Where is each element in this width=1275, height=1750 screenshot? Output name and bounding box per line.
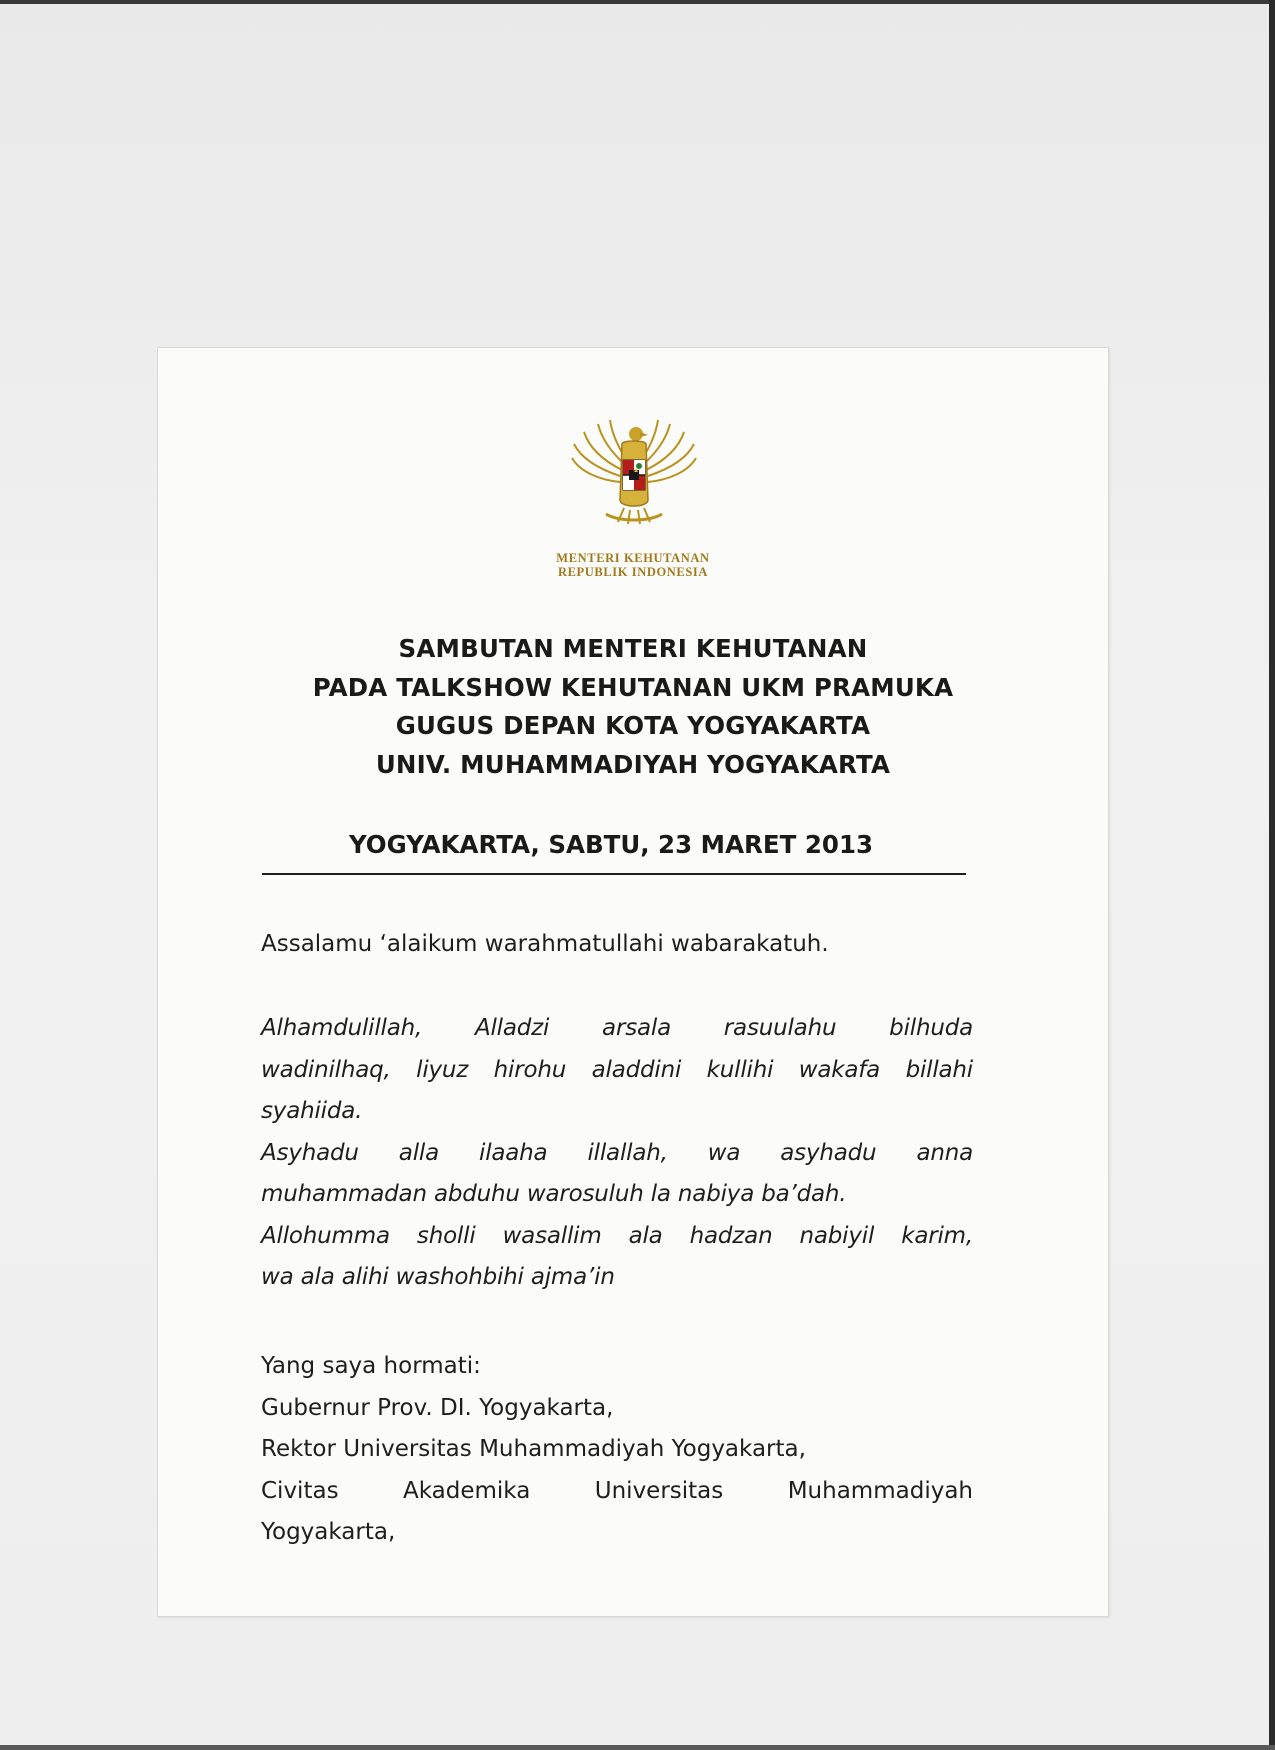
scan-bottom-edge <box>0 1745 1275 1750</box>
salutation-item-civitas-cont: Yogyakarta, <box>261 1519 396 1545</box>
salutation-list <box>261 1346 973 1554</box>
title-line-4: UNIV. MUHAMMADIYAH YOGYAKARTA <box>375 749 891 779</box>
title-line-2: PADA TALKSHOW KEHUTANAN UKM PRAMUKA <box>312 672 954 702</box>
salutation-item-rector: Rektor Universitas Muhammadiyah Yogyakarta, <box>261 1436 806 1462</box>
opening-line-3: syahiida. <box>261 1098 363 1124</box>
opening-prayer <box>261 1008 973 1299</box>
opening-line-2: wadinilhaq, liyuz hirohu aladdini kullihi wakafa billahi <box>261 1056 973 1083</box>
opening-line-6: Allohumma sholli wasallim ala hadzan nabiyil karim, <box>261 1222 973 1249</box>
speech-title <box>218 630 1048 784</box>
institution-line-2: REPUBLIK INDONESIA <box>557 565 709 579</box>
institution-line-1: MENTERI KEHUTANAN <box>556 551 710 565</box>
scan-right-edge <box>1269 0 1275 1750</box>
garuda-emblem-icon <box>566 410 702 530</box>
greeting: Assalamu ‘alaikum warahmatullahi wabarakatuh. <box>261 931 829 957</box>
title-line-1: SAMBUTAN MENTERI KEHUTANAN <box>398 634 868 663</box>
salutation-item-governor: Gubernur Prov. DI. Yogyakarta, <box>261 1394 614 1421</box>
opening-line-4: Asyhadu alla ilaaha illallah, wa asyhadu anna <box>261 1139 973 1166</box>
date-location-line: YOGYAKARTA, SABTU, 23 MARET 2013 <box>348 830 874 859</box>
opening-line-5: muhammadan abduhu warosuluh la nabiya ba’dah. <box>261 1181 847 1207</box>
salutation-intro: Yang saya hormati: <box>261 1353 481 1379</box>
opening-line-1: Alhamdulillah, Alladzi arsala rasuulahu bilhuda <box>261 1015 973 1041</box>
opening-line-7: wa ala alihi washohbihi ajma’in <box>261 1264 615 1290</box>
title-line-3: GUGUS DEPAN KOTA YOGYAKARTA <box>395 711 871 740</box>
speech-card <box>157 347 1109 1617</box>
dateline-underline <box>262 873 966 875</box>
institution-name <box>492 551 774 579</box>
scan-top-edge <box>0 0 1275 4</box>
salutation-item-civitas: Civitas Akademika Universitas Muhammadiyah <box>261 1477 973 1504</box>
